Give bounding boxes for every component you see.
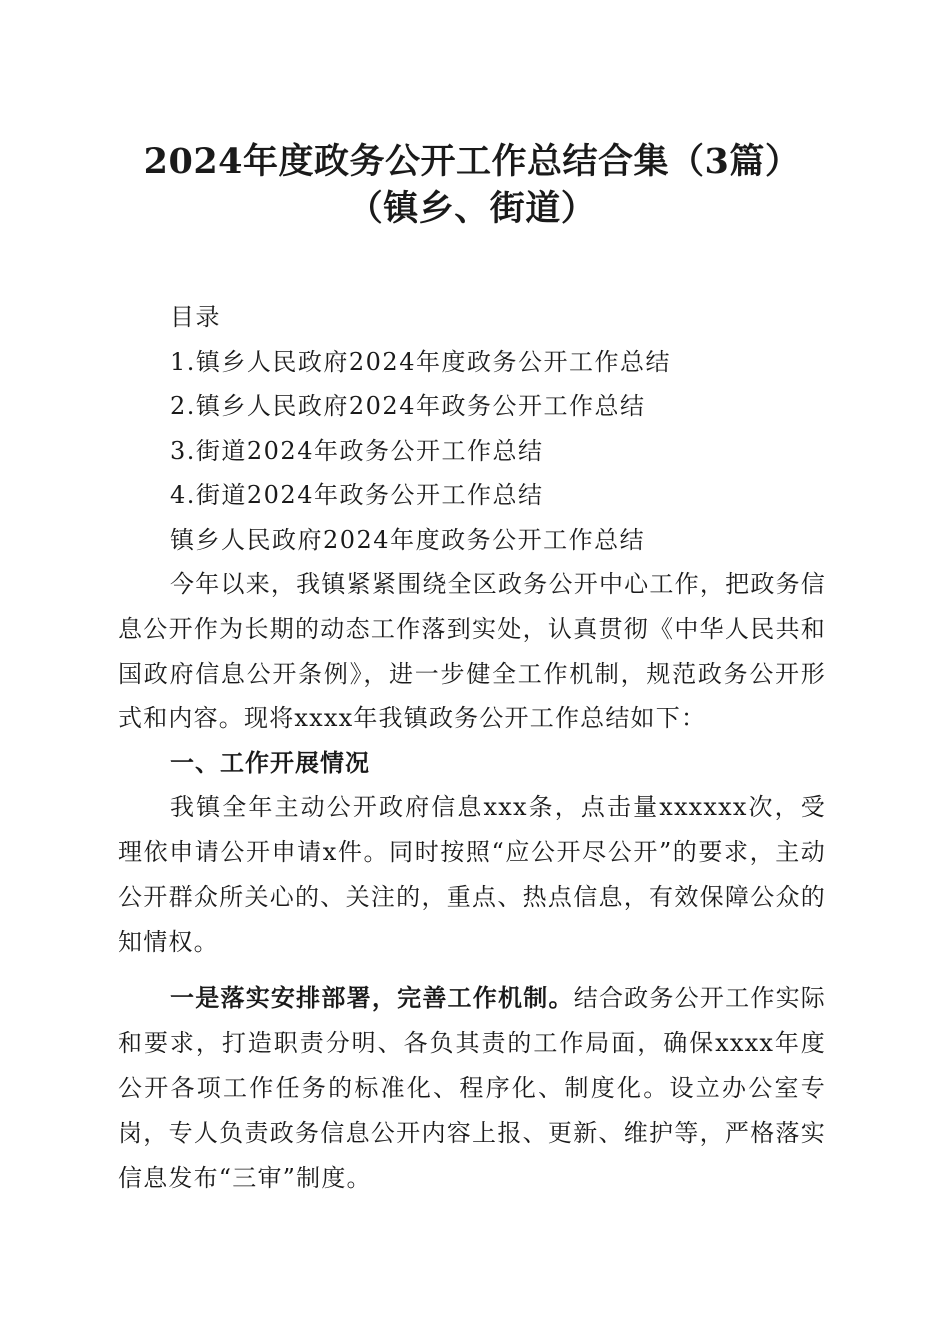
paragraph-lead: 一是落实安排部署，完善工作机制。 — [170, 983, 574, 1013]
toc-item: 3.街道2024年政务公开工作总结 — [170, 436, 544, 465]
toc-item: 2.镇乡人民政府2024年政务公开工作总结 — [170, 392, 646, 420]
heading-work-progress: 一、工作开展情况 — [170, 749, 370, 778]
document-page — [118, 138, 826, 1200]
paragraph-overview: 我镇全年主动公开政府信息xxx条，点击量xxxxxx次，受理依申请公开申请x件。同时按照“应公开尽公开”的要求，主动公开群众所关心的、关注的，重点、热点信息，有效保障公众的知情权。 — [118, 793, 826, 956]
paragraph-body: 结合政务公开工作实际和要求，打造职责分明、各负其责的工作局面，确保xxxx年度公开各项工作任务的标准化、程序化、制度化。设立办公室专岗，专人负责政务信息公开内容上报、更新、维护等，严格落实信息发布“三审”制度。 — [118, 984, 827, 1192]
toc-item: 1.镇乡人民政府2024年度政务公开工作总结 — [170, 347, 671, 376]
toc-item: 4.街道2024年政务公开工作总结 — [170, 481, 544, 509]
section-title: 镇乡人民政府2024年度政务公开工作总结 — [170, 525, 646, 554]
paragraph-gap — [118, 964, 826, 976]
paragraph-mechanism — [118, 976, 826, 1200]
intro-paragraph: 今年以来，我镇紧紧围绕全区政务公开中心工作，把政务信息公开作为长期的动态工作落到实处，认真贯彻《中华人民共和国政府信息公开条例》，进一步健全工作机制，规范政务公开形式和内容。现将xxxx年我镇政务公开工作总结如下： — [118, 570, 826, 733]
document-title: 2024年度政务公开工作总结合集（3篇）（镇乡、街道） — [143, 141, 801, 229]
toc-label: 目录 — [170, 303, 221, 331]
